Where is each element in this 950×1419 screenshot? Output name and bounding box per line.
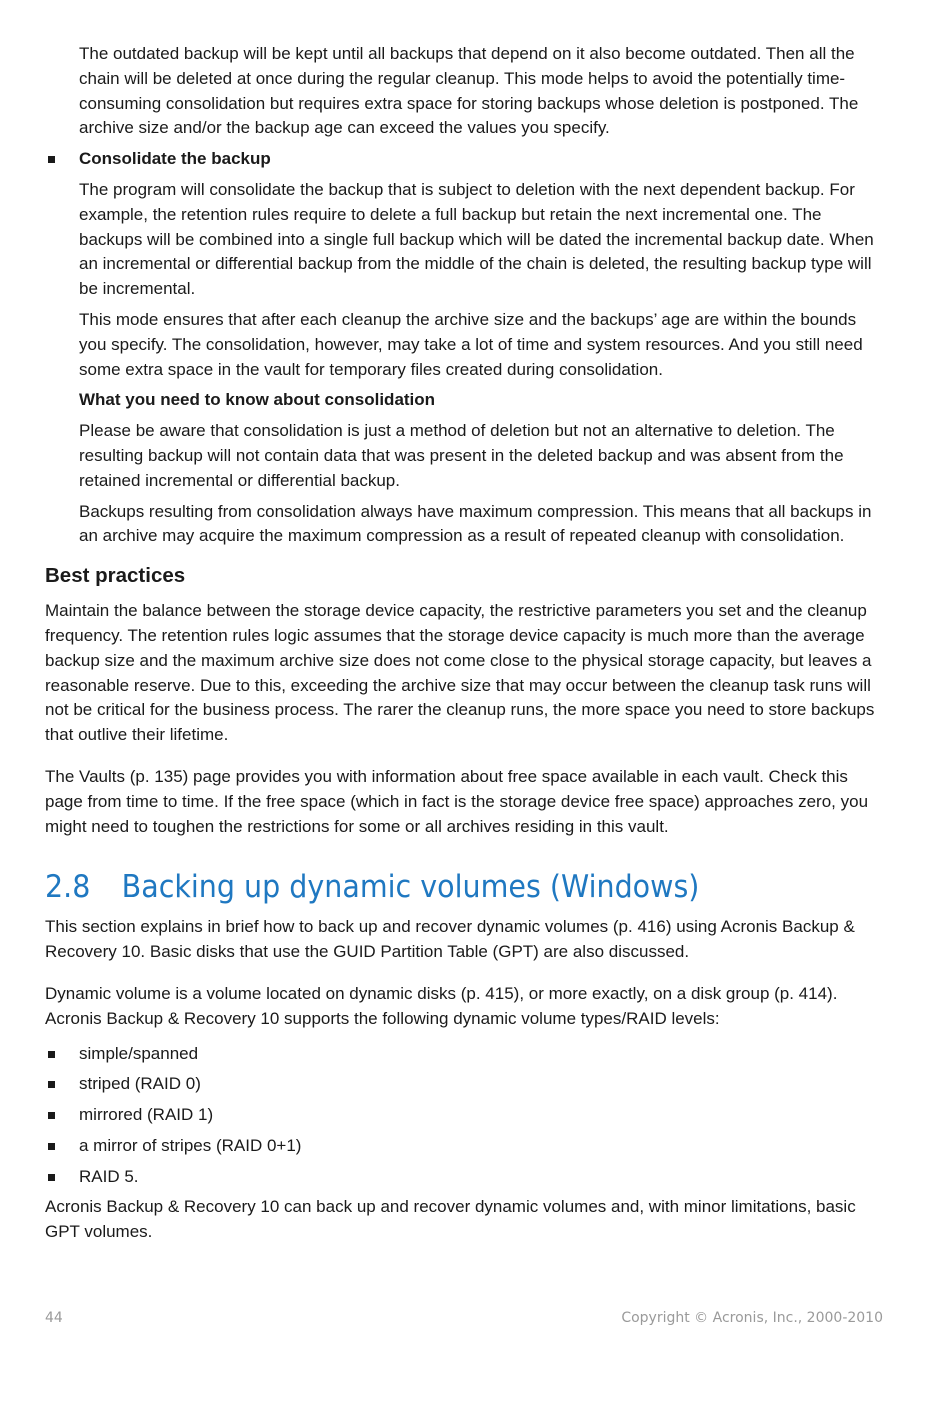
list-item-text: mirrored (RAID 1) <box>79 1105 214 1125</box>
section-paragraph-3: Acronis Backup & Recovery 10 can back up and recover dynamic volumes and, with minor limitations, basic GPT volumes. <box>45 1197 856 1242</box>
best-practices-heading: Best practices <box>45 564 186 588</box>
copyright-notice: Copyright © Acronis, Inc., 2000-2010 <box>621 1310 883 1326</box>
square-bullet-icon <box>48 1143 55 1150</box>
list-item-text: a mirror of stripes (RAID 0+1) <box>79 1135 302 1155</box>
list-item-text: simple/spanned <box>79 1043 199 1063</box>
intro-paragraph: The outdated backup will be kept until all backups that depend on it also become outdated. Then all the chain will be deleted at once during the regular cleanup. This mode helps to avoid the potentially time-consuming consolidation but requires extra space for storing backups whose deletion is postponed. The archive size and/or the backup age can exceed the values you specify. <box>79 44 859 138</box>
list-item <box>79 1103 883 1128</box>
square-bullet-icon <box>48 1112 55 1119</box>
page-content <box>45 42 883 1245</box>
section-title-text: Backing up dynamic volumes (Windows) <box>121 869 700 906</box>
consolidate-paragraph-3: Please be aware that consolidation is just a method of deletion but not an alternative to deletion. The resulting backup will not contain data that was present in the deleted backup and was absent from the retained incremental or differential backup. <box>79 421 844 490</box>
best-practices-paragraph-2: The Vaults (p. 135) page provides you with information about free space available in each vault. Check this page from time to time. If the free space (which in fact is the storage device free space) approaches zero, you might need to toughen the restrictions for some or all archives residing in this vault. <box>45 766 869 836</box>
best-practices-paragraph-1: Maintain the balance between the storage device capacity, the restrictive parameters you set and the cleanup frequency. The retention rules logic assumes that the storage device capacity is much more than the average backup size and the maximum archive size does not come close to the physical storage capacity, but leaves a reasonable reserve. Due to this, exceeding the archive size that may occur between the cleanup task runs will not be critical for the business process. The rarer the cleanup runs, the more space you need to store backups that outlive their lifetime. <box>45 601 875 745</box>
list-item <box>79 1165 883 1190</box>
consolidate-bullet <box>79 147 883 172</box>
section-title <box>45 867 816 907</box>
consolidate-paragraph-4: Backups resulting from consolidation always have maximum compression. This means that all backups in an archive may acquire the maximum compression as a result of repeated cleanup with consolidation. <box>79 501 872 546</box>
square-bullet-icon <box>48 1081 55 1088</box>
page-number: 44 <box>45 1310 63 1326</box>
list-item-text: RAID 5. <box>79 1166 139 1186</box>
consolidate-paragraph-1: The program will consolidate the backup that is subject to deletion with the next dependent backup. For example, the retention rules require to delete a full backup but retain the next incremental one. The backups will be combined into a single full backup which will be dated the incremental backup date. When an incremental or differential backup from the middle of the chain is deleted, the resulting backup type will be incremental. <box>79 179 874 299</box>
list-item-text: striped (RAID 0) <box>79 1074 201 1094</box>
square-bullet-icon <box>48 1174 55 1181</box>
consolidation-subheading: What you need to know about consolidation <box>79 390 436 410</box>
consolidate-heading: Consolidate the backup <box>79 149 271 169</box>
list-item <box>79 1072 883 1097</box>
section-paragraph-2: Dynamic volume is a volume located on dynamic disks (p. 415), or more exactly, on a disk group (p. 414). Acronis Backup & Recovery 10 supports the following dynamic volume types/RAID levels: <box>45 983 838 1028</box>
section-paragraph-1: This section explains in brief how to back up and recover dynamic volumes (p. 416) using Acronis Backup & Recovery 10. Basic disks that use the GUID Partition Table (GPT) are also discussed. <box>45 917 855 962</box>
section-number: 2.8 <box>45 869 91 906</box>
square-bullet-icon <box>48 156 55 163</box>
list-item <box>79 1042 883 1067</box>
volume-types-list <box>45 1042 883 1190</box>
consolidate-paragraph-2: This mode ensures that after each cleanup the archive size and the backups’ age are within the bounds you specify. The consolidation, however, may take a lot of time and system resources. And you still need some extra space in the vault for temporary files created during consolidation. <box>79 309 863 379</box>
list-item <box>79 1134 883 1159</box>
square-bullet-icon <box>48 1051 55 1058</box>
